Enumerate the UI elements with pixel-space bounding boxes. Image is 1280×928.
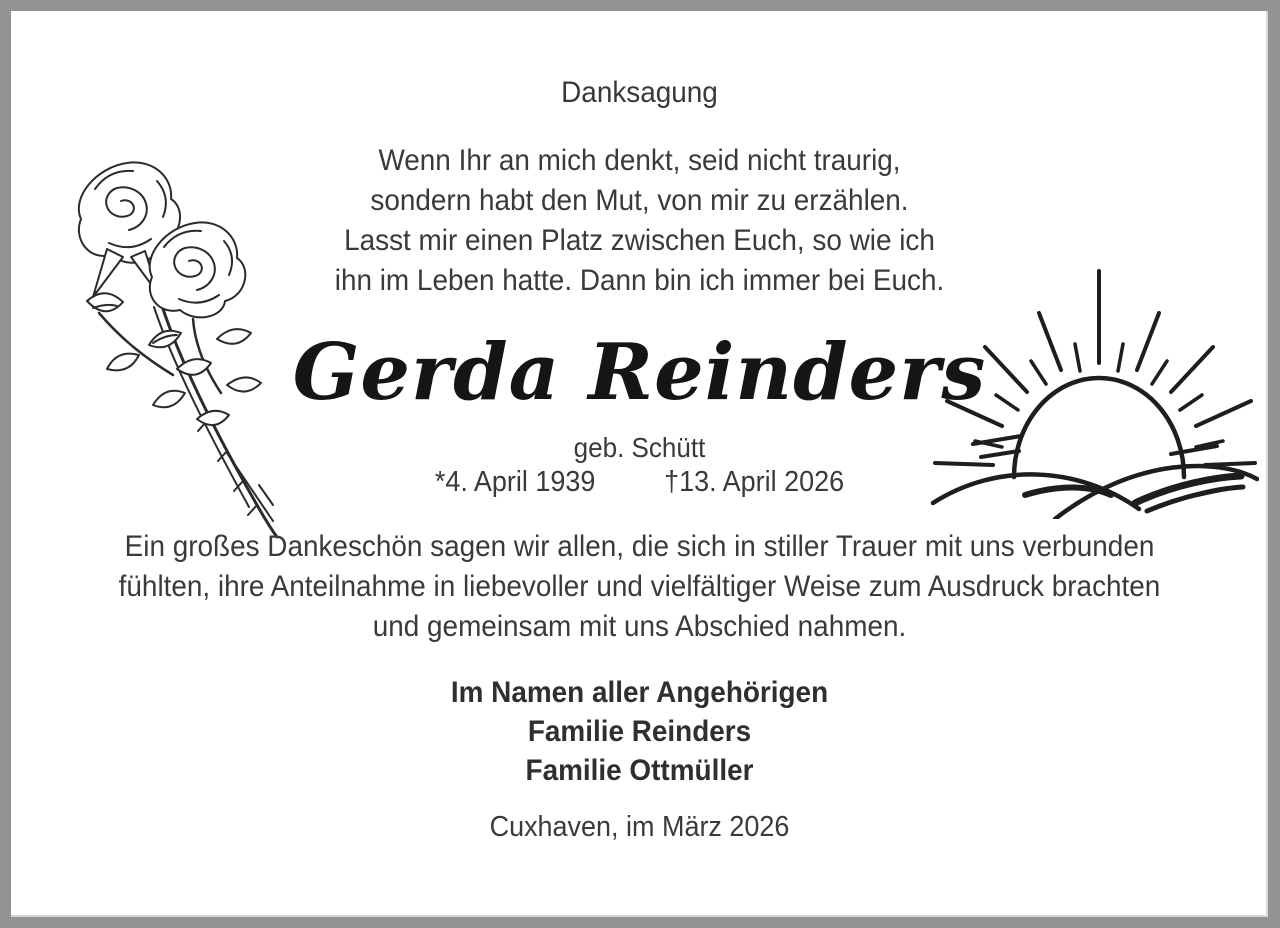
obituary-card [11,11,1268,917]
notice-type-heading: Danksagung [561,76,718,109]
thanks-line: Ein großes Dankeschön sagen wir allen, die sich in stiller Trauer mit uns verbunden [124,530,1155,563]
poem-line: sondern habt den Mut, von mir zu erzählen. [370,184,909,217]
poem-line: ihn im Leben hatte. Dann bin ich immer bei Euch. [334,264,945,297]
family-signature-block [55,673,1224,790]
signature-line: Familie Ottmüller [525,754,754,787]
place-and-date: Cuxhaven, im März 2026 [489,811,790,843]
deceased-name: Gerda Reinders [292,327,987,418]
poem-line: Wenn Ihr an mich denkt, seid nicht traurig, [378,144,901,177]
birth-date: *4. April 1939 [434,466,596,498]
notice-content [11,73,1268,847]
signature-line: Familie Reinders [527,715,752,748]
thanks-line: fühlten, ihre Anteilnahme in liebevoller und vielfältiger Weise zum Ausdruck brachten [118,570,1161,603]
life-dates [55,465,1224,499]
thanks-paragraph [55,527,1224,647]
thanks-line: und gemeinsam mit uns Abschied nahmen. [372,610,907,643]
signature-line: Im Namen aller Angehörigen [450,676,829,709]
maiden-name: geb. Schütt [573,432,706,463]
poem-line: Lasst mir einen Platz zwischen Euch, so wie ich [344,224,935,257]
memorial-poem [55,141,1224,301]
death-date: †13. April 2026 [664,466,845,498]
